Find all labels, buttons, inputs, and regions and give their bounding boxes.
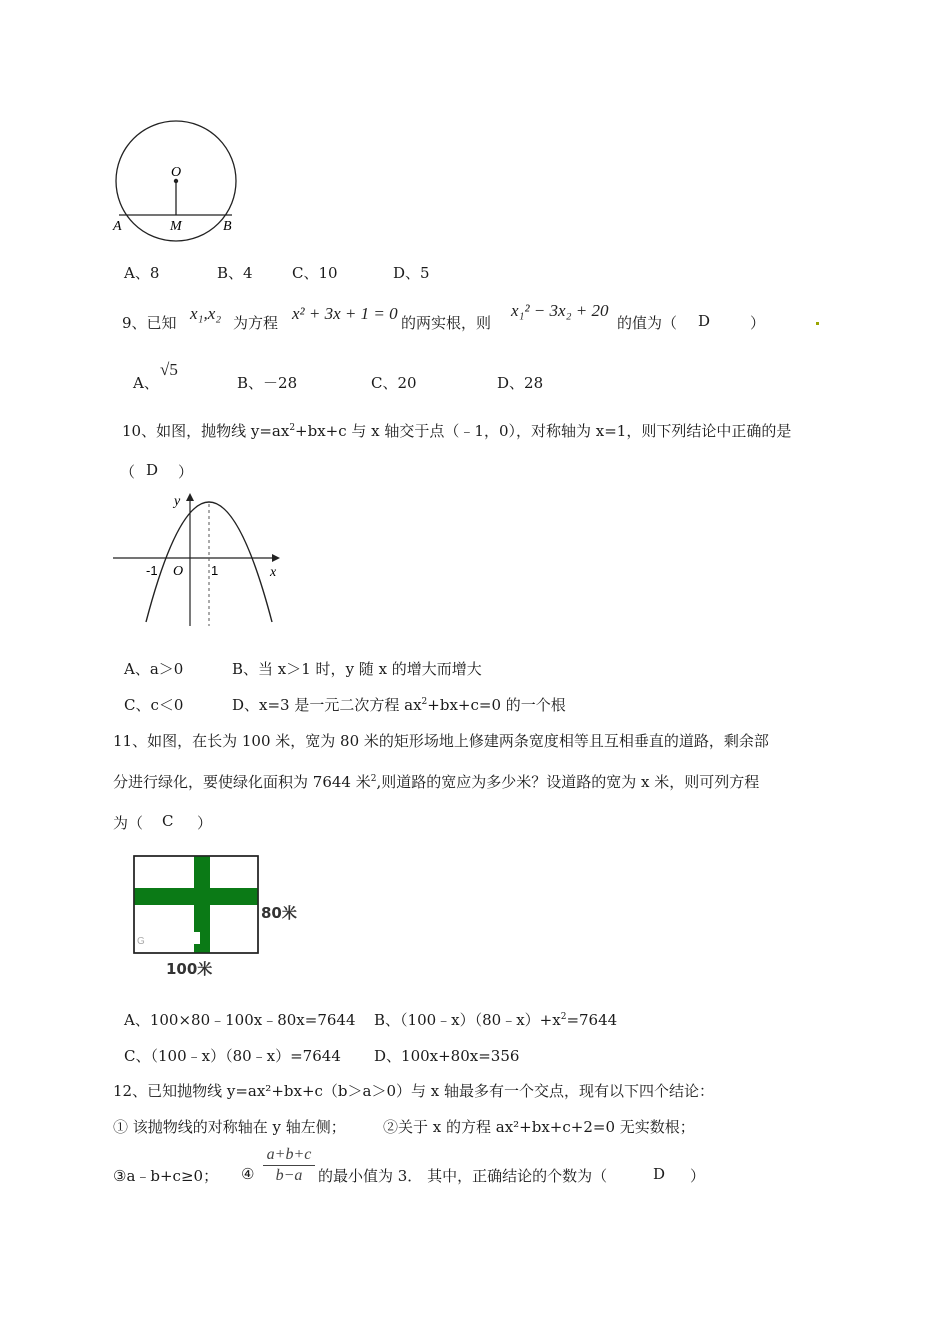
fraction-denominator: b−a bbox=[275, 1167, 303, 1184]
q10-option-a: A、a＞0 bbox=[124, 660, 184, 678]
q10-option-b: B、当 x＞1 时，y 随 x 的增大而增大 bbox=[232, 660, 482, 678]
q11-option-a: A、100×80﹣100x﹣80x=7644 bbox=[124, 1011, 356, 1029]
q10-close: ） bbox=[178, 463, 194, 481]
q9-option-c: C、20 bbox=[371, 374, 417, 392]
corner-mark: G bbox=[137, 936, 145, 947]
q9-answer: D bbox=[698, 312, 711, 330]
label-m: M bbox=[170, 219, 182, 234]
q11-answer: C bbox=[162, 812, 174, 830]
q12-statement-4-suffix: 的最小值为 3． 其中，正确结论的个数为（ bbox=[318, 1167, 608, 1185]
parabola-curve bbox=[146, 502, 272, 622]
rectangle-roads-figure bbox=[130, 852, 310, 980]
q8-option-b: B、4 bbox=[217, 264, 253, 282]
q12-statement-1: ① 该抛物线的对称轴在 y 轴左侧； bbox=[113, 1118, 346, 1136]
q11-open: 为（ bbox=[113, 814, 144, 832]
fraction-numerator: a+b+c bbox=[266, 1146, 312, 1163]
q9-option-a-label: A、 bbox=[133, 374, 159, 392]
q9-option-a-value: √5 bbox=[160, 360, 178, 379]
label-o: O bbox=[171, 165, 182, 180]
q11-option-c: C、（100﹣x）（80﹣x）=7644 bbox=[124, 1047, 341, 1065]
q11-option-d: D、100x+80x=356 bbox=[374, 1047, 520, 1065]
circle-figure bbox=[108, 118, 248, 248]
stray-dot bbox=[816, 322, 819, 325]
q12-line1: 12、已知抛物线 y=ax²+bx+c（b＞a＞0）与 x 轴最多有一个交点，现有以下四个结论： bbox=[113, 1082, 714, 1100]
label-a: A bbox=[113, 219, 122, 234]
q8-option-c: C、10 bbox=[292, 264, 338, 282]
q12-statement-2: ②关于 x 的方程 ax²+bx+c+2=0 无实数根； bbox=[383, 1118, 695, 1136]
label-b: B bbox=[223, 219, 232, 234]
q10-option-d: D、x=3 是一元二次方程 $ax^2+bx+c=0$ 的一个根 bbox=[232, 696, 566, 714]
q10-answer: D bbox=[146, 461, 159, 479]
q9-close: ） bbox=[750, 314, 766, 332]
label-x: x bbox=[270, 565, 277, 580]
q12-answer: D bbox=[653, 1165, 666, 1183]
q9-equation: x² + 3x + 1 = 0 bbox=[292, 304, 398, 323]
q9-option-b: B、－28 bbox=[237, 374, 298, 392]
q9-option-d: D、28 bbox=[497, 374, 544, 392]
x-axis-arrow bbox=[272, 554, 280, 562]
q9-prefix: 9、已知 bbox=[122, 314, 177, 332]
q8-option-d: D、5 bbox=[393, 264, 430, 282]
label-100m: 100米 bbox=[166, 960, 213, 978]
q11-line1: 11、如图，在长为 100 米，宽为 80 米的矩形场地上修建两条宽度相等且互相垂直的道路，剩余部 bbox=[113, 732, 769, 750]
q11-line2: 分进行绿化，要使绿化面积为 7644 米$^2$,则道路的宽应为多少米？设道路的宽为 x 米，则可列方程 bbox=[113, 773, 760, 791]
q9-suffix: 的值为（ bbox=[617, 314, 678, 332]
q11-option-b: B、$(100﹣x)(80﹣x)+x^2=7644$ bbox=[374, 1011, 618, 1029]
q8-option-a: A、8 bbox=[124, 264, 160, 282]
label-neg1: -1 bbox=[146, 563, 158, 578]
q9-mid2: 的两实根，则 bbox=[401, 314, 492, 332]
q9-roots: x₁,x₂ bbox=[190, 304, 222, 323]
q10-option-c: C、c＜0 bbox=[124, 696, 184, 714]
q12-close: ） bbox=[690, 1167, 706, 1185]
fraction-bar bbox=[263, 1165, 315, 1166]
q9-mid1: 为方程 bbox=[233, 314, 279, 332]
label-y: y bbox=[174, 494, 181, 509]
label-one: 1 bbox=[211, 563, 219, 578]
parabola-figure bbox=[110, 488, 290, 630]
road-notch bbox=[194, 932, 200, 944]
q12-statement-4-prefix: ④ bbox=[241, 1165, 255, 1183]
label-origin: O bbox=[173, 564, 184, 579]
q10-open: （ bbox=[120, 463, 136, 481]
q12-statement-3: ③a﹣b+c≥0； bbox=[113, 1167, 219, 1185]
q9-expression: x₁² − 3x₂ + 20 bbox=[511, 301, 609, 320]
q10-text: 10、如图，抛物线 $y=ax^2+bx+c$ 与 x 轴交于点（﹣1，0），对称轴为 x=1，则下列结论中正确的是 bbox=[122, 422, 792, 440]
y-axis-arrow bbox=[186, 493, 194, 501]
label-80m: 80米 bbox=[261, 904, 297, 922]
q12-fraction bbox=[263, 1146, 315, 1185]
q11-close: ） bbox=[197, 814, 213, 832]
